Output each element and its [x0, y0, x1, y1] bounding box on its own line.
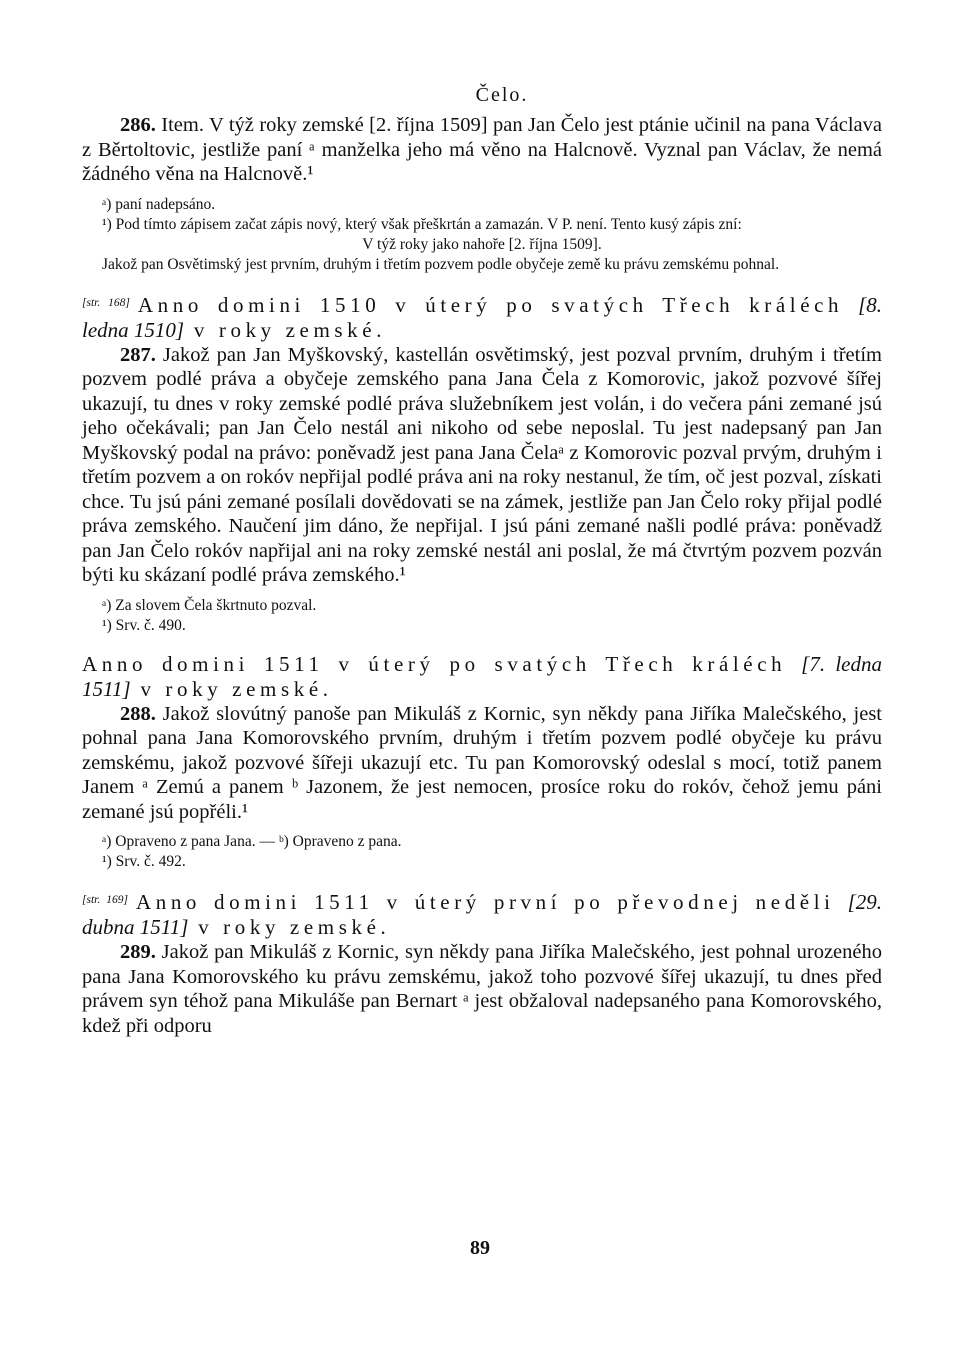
footnote-286-quote-heading: V týž roky jako nahoře [2. října 1509].	[362, 235, 602, 253]
running-head: Čelo.	[475, 84, 529, 106]
footnote-288-1: ¹) Srv. č. 492.	[102, 853, 186, 870]
margin-page-ref: [str. 169]	[82, 894, 128, 906]
footnote-287-1: ¹) Srv. č. 490.	[102, 616, 186, 634]
heading-text: Anno domini 1510 v úterý po svatých Třech králéch	[137, 292, 859, 317]
entry-text: Item. V týž roky zemské [2. října 1509] pan Jan Čelo jest ptánie učinil na pana Václava z Běrtoltovic, jestliže paní ᵃ manželka jeho má věno na Halcnově. Vyznal pan Václav, že nemá žádného věna na Halcnově.¹	[82, 114, 882, 185]
footnote-286-1: ¹) Pod tímto zápisem začat zápis nový, který však přeškrtán a zamazán. V P. není. Tento kusý zápis zní:	[102, 215, 742, 233]
footnote-286-quote-body: Jakož pan Osvětimský jest prvním, druhým i třetím pozvem podle obyčeje země ku právu zemskému pohnal.	[102, 255, 780, 273]
section-heading-1510	[82, 291, 882, 343]
entry-text: Jakož pan Jan Myškovský, kastellán osvětimský, jest pozval prvním, druhým i třetím pozvem podlé práva a obyčeje zemského pana Jana Čela z Komorovic, jakož pozvové šířej ukazují, tu dnes v roky zemské podlé práva služebníkem jest volán, i do večera páni zemané jsú jeho očekávali; pan Jan Čelo nestál ani nikoho od sebe neposlal. Tu jest nadepsaný pan Jan Myškovský podal na právo: poněvadž jest pana Jana Čelaᵃ z Komorovic pozval prvým, druhým i třetím pozvem a on rokóv nepřijal podlé práva ani na roky nestanul, že tím, oč jest pozval, získati chce. Tu jsú páni zemané posílali dovědovati se na zámek, jestliže pan Jan Čelo roky přijal podlé práva zemského. Naučení jim dáno, že nepřijal. I jsú páni zemané našli podlé práva: poněvadž pan Jan Čelo rokóv napřijal ani na roky zemské nestál ani poslal, že má čtvrtým pozvem pozván býti ku skázaní podlé práva zemského.¹	[82, 343, 882, 586]
entry-287	[82, 343, 882, 588]
heading-tail: v roky zemské.	[188, 915, 391, 939]
heading-tail: v roky zemské.	[184, 317, 387, 342]
heading-text: Anno domini 1511 v úterý první po převodnej neděli	[135, 890, 848, 914]
footnote-288-ab: ᵃ) Opraveno z pana Jana. — ᵇ) Opraveno z pana.	[102, 833, 402, 850]
entry-286	[82, 113, 882, 187]
section-heading-1511-apr	[82, 888, 882, 940]
entry-289	[82, 940, 882, 1038]
entry-text: Jakož slovútný panoše pan Mikuláš z Kornic, syn někdy pana Jiříka Malečského, jest pohnal pana Jana Komorovského prvním, druhým i třetím pozvem podlé obyčeje ku právu zemskému, jakož pozvové šířeji ukazují etc. Tu pan Komorovský odeslal s mocí, totiž panem Janem ᵃ Zemú a panem ᵇ Jazonem, že jest nemocen, prosíce roku do rokóv, čehož jemu páni zemané jsú popřéli.¹	[82, 702, 882, 823]
footnote-287-a: ᵃ) Za slovem Čela škrtnuto pozval.	[102, 596, 317, 614]
heading-text: Anno domini 1511 v úterý po svatých Třech králéch	[82, 651, 802, 676]
entry-288	[82, 702, 882, 825]
entry-number: 289.	[120, 941, 156, 963]
heading-tail: v roky zemské.	[130, 676, 333, 701]
entry-number: 287.	[120, 343, 156, 366]
entry-number: 286.	[120, 114, 156, 136]
margin-page-ref: [str. 168]	[82, 296, 130, 309]
heading-date: [8. ledna 1510]	[82, 292, 882, 342]
heading-date: [29. dubna 1511]	[82, 890, 882, 939]
entry-text: Jakož pan Mikuláš z Kornic, syn někdy pana Jiříka Malečského, jest pohnal urozeného pana Jana Komorovského ku právu zemskému, jakož toho pozvové šířej ukazují, tu dnes před právem syn téhož pana Mikuláše pan Bernart ᵃ jest obžaloval nadepsaného pana Komorovského, kdež při odporu	[82, 941, 882, 1037]
section-heading-1511-jan	[82, 652, 882, 702]
heading-date: [7. ledna 1511]	[82, 651, 883, 701]
page-number: 89	[470, 1237, 490, 1259]
footnote-286-a: ᵃ) paní nadepsáno.	[102, 195, 216, 213]
entry-number: 288.	[120, 702, 156, 725]
